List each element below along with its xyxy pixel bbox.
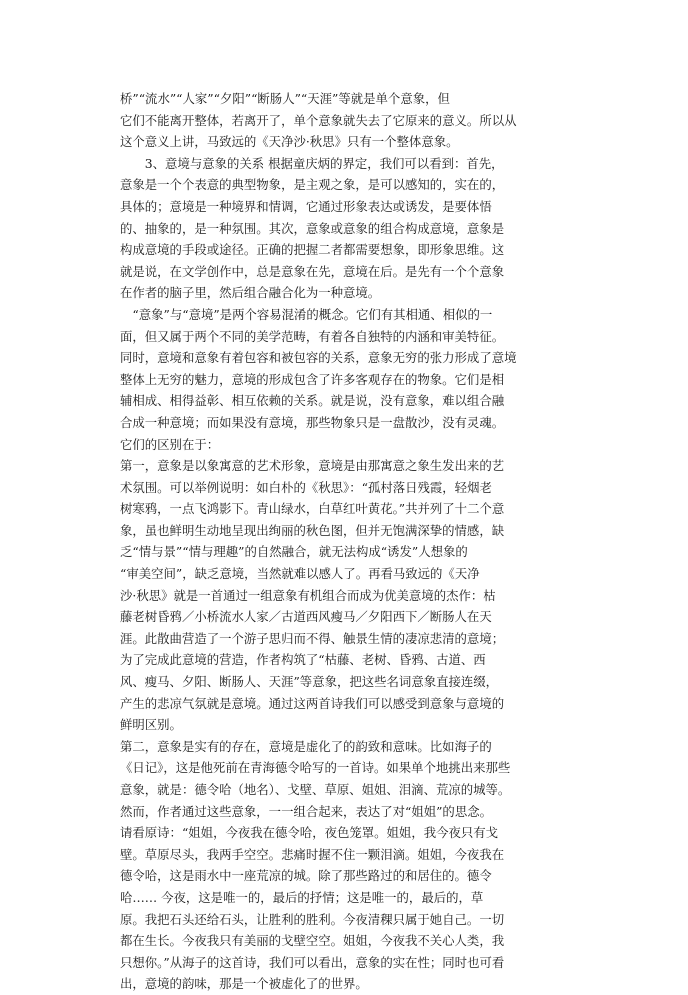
text-line: 它们的区别在于：: [120, 436, 220, 452]
text-line: 出，意境的韵味，那是一个被虚化了的世界。: [120, 976, 368, 992]
text-line: 然而，作者通过这些意象，一一组合起来，表达了对“姐姐”的思念。: [120, 803, 492, 819]
text-line: 树寒鸦，一点飞鸿影下。青山绿水，白草红叶黄花。”共并列了十二个意: [120, 501, 505, 517]
text-line: 在作者的脑子里，然后组合融合化为一种意境。: [120, 285, 381, 301]
text-line: 原。我把石头还给石头，让胜利的胜利。今夜清稞只属于她自己。一切: [120, 911, 505, 927]
text-line: 藤老树昏鸦／小桥流水人家／古道西风瘦马／夕阳西下／断肠人在天: [120, 609, 492, 625]
text-line: 意象是一个个表意的典型物象，是主观之象，是可以感知的，实在的，: [120, 177, 505, 193]
text-line: 哈…… 今夜，这是唯一的，最后的抒情；这是唯一的，最后的，草: [120, 889, 484, 905]
text-line: 乏“情与景”“情与理趣”的自然融合，就无法构成“诱发”人想象的: [120, 544, 468, 560]
text-line: 桥”“流水”“人家”“夕阳”“断肠人”“天涯”等就是单个意象，但: [120, 91, 450, 106]
text-line: 就是说，在文学创作中，总是意象在先，意境在后。是先有一个个意象: [120, 263, 505, 279]
text-line: 的、抽象的，是一种氛围。其次，意象或意象的组合构成意境，意象是: [120, 220, 505, 236]
text-line: 产生的悲凉气氛就是意境。通过这两首诗我们可以感受到意象与意境的: [120, 695, 505, 711]
text-line: 合成一种意境；而如果没有意境，那些物象只是一盘散沙，没有灵魂。: [120, 414, 505, 430]
text-line: 整体上无穷的魅力，意境的形成包含了许多客观存在的物象。它们是相: [120, 371, 505, 387]
text-line: 具体的；意境是一种境界和情调，它通过形象表达或诱发，是要体悟: [120, 198, 492, 214]
body-text: [120, 88, 572, 995]
text-line: “意象”与“意境”是两个容易混淆的概念。它们有其相通、相似的一: [120, 306, 493, 322]
text-line: 第二，意象是实有的存在，意境是虚化了的韵致和意味。比如海子的: [120, 738, 492, 754]
text-line: 意象，就是：德令哈（地名）、戈壁、草原、姐姐、泪滴、荒凉的城等。: [120, 782, 511, 797]
text-line: 《日记》，这是他死前在青海德令哈写的一首诗。如果单个地挑出来那些: [120, 760, 511, 776]
text-line: 为了完成此意境的营造，作者构筑了“枯藤、老树、昏鸦、古道、西: [120, 652, 486, 668]
text-line: 壁。草原尽头，我两手空空。悲痛时握不住一颗泪滴。姐姐，今夜我在: [120, 846, 505, 862]
text-line: 这个意义上讲，马致远的《天净沙·秋思》只有一个整体意象。: [120, 134, 459, 150]
text-line: 象，虽也鲜明生动地呈现出绚丽的秋色图，但并无饱满深挚的情感，缺: [120, 522, 505, 538]
text-line: 3、意境与意象的关系 根据童庆炳的界定，我们可以看到：首先，: [120, 155, 504, 171]
text-line: 请看原诗：“姐姐，今夜我在德令哈，夜色笼罩。姐姐，我今夜只有戈: [120, 825, 499, 841]
text-line: 面，但又属于两个不同的美学范畴，有着各自独特的内涵和审美特征。: [120, 328, 505, 344]
text-line: 鲜明区别。: [120, 717, 182, 733]
text-line: 它们不能离开整体，若离开了，单个意象就失去了它原来的意义。所以从: [120, 112, 517, 128]
text-line: 术氛围。可以举例说明：如白朴的《秋思》：“孤村落日残霞，轻烟老: [120, 479, 492, 495]
text-line: 构成意境的手段或途径。正确的把握二者都需要想象，即形象思维。这: [120, 242, 505, 258]
text-line: “审美空间”，缺乏意境，当然就难以感人了。再看马致远的《天净: [120, 566, 480, 582]
text-line: 涯。此散曲营造了一个游子思归而不得、触景生情的凄凉悲清的意境；: [120, 630, 505, 646]
text-line: 德令哈，这是雨水中一座荒凉的城。除了那些路过的和居住的。德令: [120, 868, 492, 884]
text-line: 辅相成、相得益彰、相互依赖的关系。就是说，没有意象，难以组合融: [120, 393, 505, 409]
text-line: 沙·秋思》就是一首通过一组意象有机组合而成为优美意境的杰作：枯: [120, 587, 496, 603]
text-line: 只想你。”从海子的这首诗，我们可以看出，意象的实在性；同时也可看: [120, 954, 505, 970]
text-line: 都在生长。今夜我只有美丽的戈壁空空。姐姐，今夜我不关心人类，我: [120, 933, 505, 949]
text-line: 同时，意境和意象有着包容和被包容的关系，意象无穷的张力形成了意境: [120, 350, 517, 366]
text-line: 第一，意象是以象寓意的艺术形象，意境是由那寓意之象生发出来的艺: [120, 458, 505, 474]
text-line: 风、瘦马、夕阳、断肠人、天涯”等意象，把这些名词意象直接连缀，: [120, 674, 499, 690]
